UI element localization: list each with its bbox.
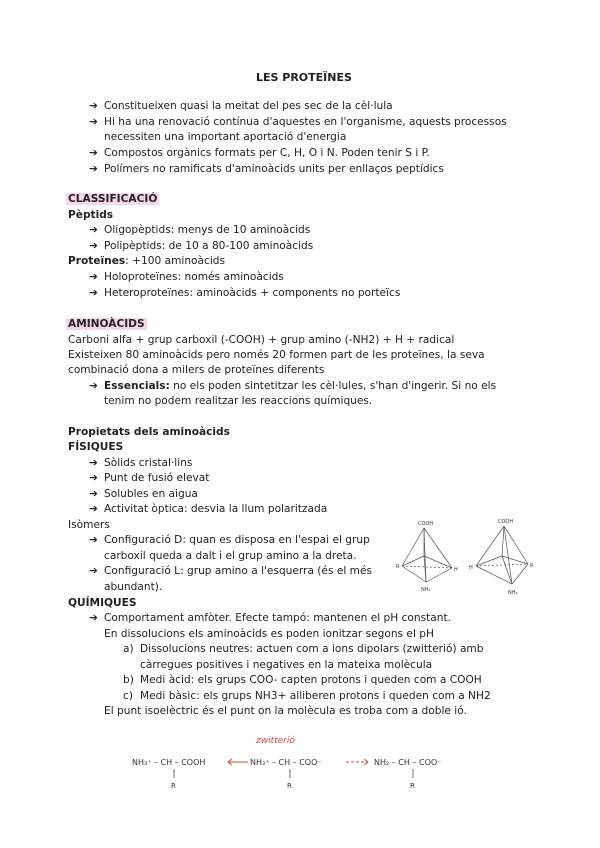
- list-item: Medi àcid: els grups COO- capten protons i queden com a COOH: [140, 674, 482, 686]
- nh2-label: NH₂: [508, 590, 518, 596]
- paragraph-line: combinació dona a milers de proteïnes diferents: [68, 364, 325, 376]
- list-item: Configuració L: grup amino a l'esquerra (és el més: [104, 565, 373, 577]
- paragraph-line: Existeixen 80 aminoàcids pero només 20 formen part de les proteïnes, la seva: [68, 349, 485, 361]
- arrow-icon: ➔: [89, 534, 98, 546]
- radical-label: R: [410, 782, 415, 790]
- essencials-text: no els poden sintetitzar les cèl·lules, s'han d'ingerir. Si no els: [169, 380, 497, 392]
- equation-mid: NH₃⁺ – CH – COO⁻: [250, 758, 322, 767]
- list-item: Activitat òptica: desvia la llum polaritzada: [104, 503, 328, 515]
- list-item: Medi bàsic: els grups NH3+ alliberen protons i queden com a NH2: [140, 690, 491, 702]
- paragraph-line: tenim no podem realitzar les reaccions químiques.: [104, 395, 373, 407]
- r-label: R: [396, 564, 400, 570]
- page-title: LES PROTEÏNES: [256, 71, 352, 84]
- list-item: Polímers no ramificats d'aminoàcids units per enllaços peptídics: [104, 163, 444, 175]
- isomers-label: Isòmers: [68, 519, 110, 531]
- arrow-icon: ➔: [89, 224, 98, 236]
- peptids-label: Pèptids: [68, 209, 114, 221]
- arrow-icon: ➔: [89, 163, 98, 175]
- h-label: H: [454, 567, 458, 573]
- heading-text: CLASSIFICACIÓ: [68, 193, 158, 205]
- arrow-icon: ➔: [89, 240, 98, 252]
- arrow-icon: ➔: [89, 488, 98, 500]
- list-item: Comportament amfòter. Efecte tampó: mantenen el pH constant.: [104, 612, 452, 624]
- list-item: El punt isoelèctric és el punt on la molècula es troba com a doble ió.: [104, 705, 467, 717]
- proteines-text: : +100 aminoàcids: [125, 255, 226, 267]
- fisiques-heading: FÍSIQUES: [68, 441, 124, 453]
- list-item: carboxil queda a dalt i el grup amino a la dreta.: [104, 550, 357, 562]
- propietats-heading: Propietats dels aminoàcids: [68, 426, 230, 438]
- list-item: Sòlids cristal·lins: [104, 457, 193, 469]
- arrow-icon: ➔: [89, 503, 98, 515]
- arrow-icon: ➔: [89, 147, 98, 159]
- sublist-marker: b): [123, 674, 134, 686]
- list-item: càrregues positives i negatives en la mateixa molècula: [140, 659, 433, 671]
- quimiques-heading: QUÍMIQUES: [68, 597, 137, 609]
- essencials-line: [104, 379, 496, 394]
- essencials-label: Essencials:: [104, 380, 170, 392]
- cooh-label: COOH: [418, 521, 434, 527]
- list-item: Hi ha una renovació contínua d'aquestes en l'organisme, aquests processos: [104, 116, 507, 128]
- list-item: Solubles en aigua: [104, 488, 198, 500]
- sublist-marker: c): [123, 690, 133, 702]
- arrow-icon: ➔: [89, 612, 98, 624]
- tetrahedron-l: [476, 526, 528, 584]
- arrow-icon: ➔: [89, 287, 98, 299]
- nh2-label: NH₂: [421, 587, 431, 593]
- equation-left: NH₃⁺ – CH – COOH: [132, 758, 206, 767]
- proteines-line: [68, 254, 225, 269]
- list-item: Polipèptids: de 10 a 80-100 aminoàcids: [104, 240, 314, 252]
- stereoisomer-diagram: [394, 516, 536, 596]
- list-item: En dissolucions els aminoàcids es poden ionitzar segons el pH: [104, 628, 434, 640]
- r-label: R: [530, 563, 534, 569]
- arrow-icon: ➔: [89, 380, 98, 392]
- sublist-marker: a): [123, 643, 134, 655]
- zwitterio-label: zwitterió: [256, 736, 295, 746]
- list-item: Holoproteïnes: només aminoàcids: [104, 271, 284, 283]
- arrow-icon: ➔: [89, 457, 98, 469]
- list-item: necessiten una important aportació d'energia: [104, 131, 347, 143]
- equation-right: NH₂ – CH – COO⁻: [374, 758, 442, 767]
- arrow-icon: ➔: [89, 472, 98, 484]
- paragraph-line: Carboni alfa + grup carboxil (-COOH) + grup amino (-NH2) + H + radical: [68, 334, 455, 346]
- ionization-equation: [128, 728, 488, 796]
- list-item: Punt de fusió elevat: [104, 472, 210, 484]
- list-item: Dissolucions neutres: actuen com a ions dipolars (zwitterió) amb: [140, 643, 484, 655]
- list-item: Configuració D: quan es disposa en l'espai el grup: [104, 534, 370, 546]
- list-item: Constitueixen quasi la meitat del pes sec de la cèl·lula: [104, 100, 393, 112]
- arrow-icon: ➔: [89, 116, 98, 128]
- section-heading-classificacio: [66, 192, 159, 207]
- list-item: Oligopèptids: menys de 10 aminoàcids: [104, 224, 311, 236]
- h-label: H: [469, 565, 473, 571]
- list-item: Heteroproteïnes: aminoàcids + components no porteïcs: [104, 287, 401, 299]
- arrow-icon: ➔: [89, 100, 98, 112]
- heading-text: AMINOÀCIDS: [68, 318, 145, 330]
- list-item: abundant).: [104, 581, 163, 593]
- radical-label: R: [171, 782, 176, 790]
- radical-label: R: [287, 782, 292, 790]
- section-heading-aminoacids: [66, 317, 147, 332]
- tetrahedron-d: [402, 528, 452, 582]
- arrow-icon: ➔: [89, 565, 98, 577]
- cooh-label: COOH: [498, 519, 514, 525]
- proteines-label: Proteïnes: [68, 255, 126, 267]
- arrow-icon: ➔: [89, 271, 98, 283]
- list-item: Compostos orgànics formats per C, H, O i N. Poden tenir S i P.: [104, 147, 430, 159]
